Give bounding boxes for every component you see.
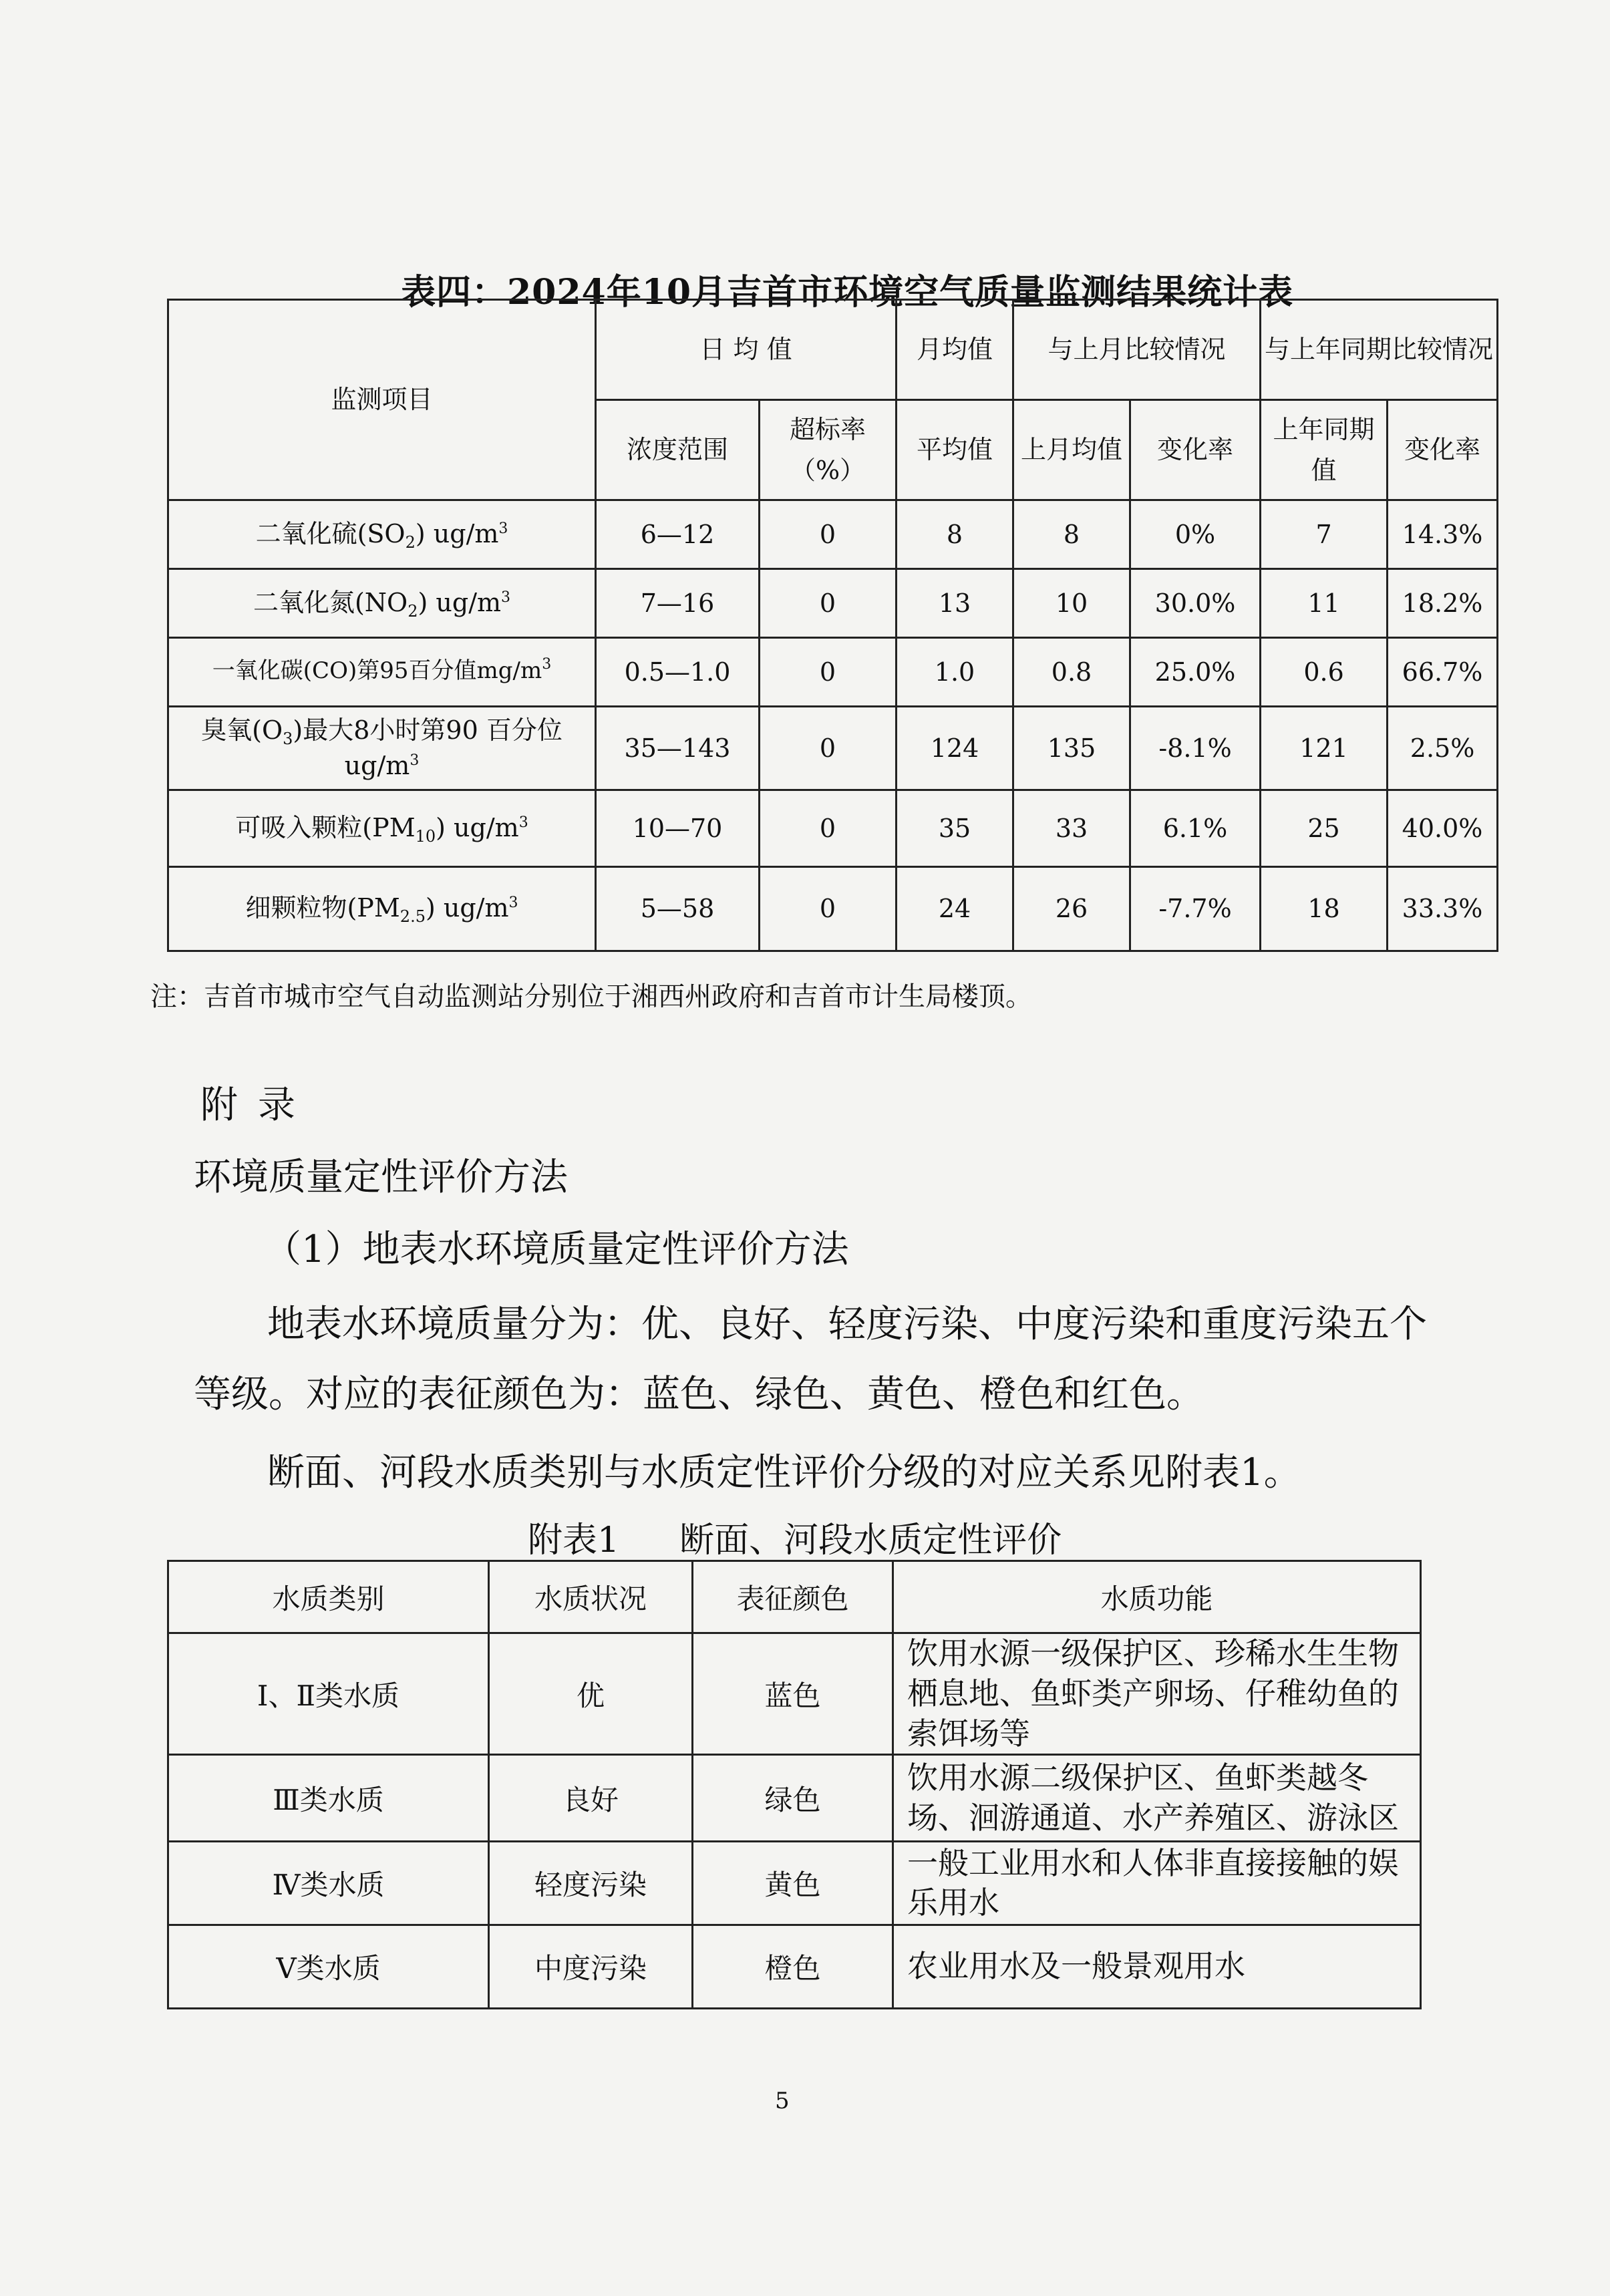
cell-color: 橙色 [693, 1925, 893, 2009]
cell-last-month: 10 [1013, 569, 1130, 638]
cell-function: 饮用水源一级保护区、珍稀水生生物栖息地、鱼虾类产卵场、仔稚幼鱼的索饵场等 [893, 1633, 1421, 1755]
table4-title: 表四：2024年10月吉首市环境空气质量监测结果统计表 [401, 272, 1294, 313]
appendix-table-label: 附表1 [528, 1520, 620, 1561]
header-last-month-avg: 上月均值 [1013, 400, 1130, 500]
table-row [168, 1925, 1421, 2009]
header-color: 表征颜色 [693, 1561, 893, 1633]
water-quality-table [167, 1560, 1422, 2009]
cell-color: 蓝色 [693, 1633, 893, 1755]
cell-exceed: 0 [760, 790, 897, 867]
cell-range: 0.5—1.0 [596, 638, 760, 707]
appendix-heading: 环境质量定性评价方法 [194, 1156, 568, 1199]
cell-status: 轻度污染 [489, 1842, 693, 1925]
cell-change2: 2.5% [1388, 707, 1498, 790]
cell-change2: 18.2% [1388, 569, 1498, 638]
cell-exceed: 0 [760, 638, 897, 707]
header-avg: 平均值 [897, 400, 1013, 500]
pollutant-name: 二氧化氮$(NO_2)$ $ug/m^3$ [168, 569, 596, 638]
cell-avg: 35 [897, 790, 1013, 867]
cell-avg: 24 [897, 867, 1013, 951]
cell-change2: 66.7% [1388, 638, 1498, 707]
appendix-paragraph-2: 断面、河段水质类别与水质定性评价分级的对应关系见附表1。 [267, 1451, 1301, 1494]
cell-last-year: 18 [1261, 867, 1388, 951]
cell-change2: 33.3% [1388, 867, 1498, 951]
cell-function: 一般工业用水和人体非直接接触的娱乐用水 [893, 1842, 1421, 1925]
cell-avg: 124 [897, 707, 1013, 790]
header-range: 浓度范围 [596, 400, 760, 500]
cell-range: 7—16 [596, 569, 760, 638]
table-row [168, 1842, 1421, 1925]
cell-change2: 40.0% [1388, 790, 1498, 867]
cell-exceed: 0 [760, 500, 897, 569]
cell-change1: -7.7% [1130, 867, 1261, 951]
cell-avg: 13 [897, 569, 1013, 638]
table-row [168, 1755, 1421, 1842]
cell-range: 5—58 [596, 867, 760, 951]
pollutant-name: 臭氧$(O_3)$最大8小时第90 百分位 $ug/m^3$ [168, 707, 596, 790]
cell-function: 饮用水源二级保护区、鱼虾类越冬场、洄游通道、水产养殖区、游泳区 [893, 1755, 1421, 1842]
cell-last-month: 0.8 [1013, 638, 1130, 707]
table-row [168, 569, 1498, 638]
cell-category: Ⅳ类水质 [168, 1842, 489, 1925]
header-item: 监测项目 [168, 300, 596, 500]
header-category: 水质类别 [168, 1561, 489, 1633]
cell-avg: 1.0 [897, 638, 1013, 707]
cell-exceed: 0 [760, 867, 897, 951]
appendix-subheading: （1）地表水环境质量定性评价方法 [264, 1228, 849, 1271]
appendix-title: 附录 [200, 1084, 315, 1127]
table-row [168, 707, 1498, 790]
cell-range: 35—143 [596, 707, 760, 790]
cell-function: 农业用水及一般景观用水 [893, 1925, 1421, 2009]
cell-last-year: 25 [1261, 790, 1388, 867]
appendix-table-title [528, 1512, 1122, 1562]
table-row [168, 790, 1498, 867]
pollutant-name: 二氧化硫$(SO_2)$ $ug/m^3$ [168, 500, 596, 569]
cell-last-year: 0.6 [1261, 638, 1388, 707]
cell-range: 6—12 [596, 500, 760, 569]
cell-status: 良好 [489, 1755, 693, 1842]
cell-color: 绿色 [693, 1755, 893, 1842]
appendix-paragraph: 地表水环境质量分为：优、良好、轻度污染、中度污染和重度污染五个等级。对应的表征颜色为：蓝色、绿色、黄色、橙色和红色。 [194, 1303, 1427, 1416]
cell-status: 优 [489, 1633, 693, 1755]
cell-category: Ⅴ类水质 [168, 1925, 489, 2009]
cell-status: 中度污染 [489, 1925, 693, 2009]
cell-change2: 14.3% [1388, 500, 1498, 569]
cell-change1: 25.0% [1130, 638, 1261, 707]
cell-change1: -8.1% [1130, 707, 1261, 790]
table4-note: 注：吉首市城市空气自动监测站分别位于湘西州政府和吉首市计生局楼顶。 [150, 981, 1032, 1012]
header-change-rate-2: 变化率 [1388, 400, 1498, 500]
header-change-rate-1: 变化率 [1130, 400, 1261, 500]
pollutant-name: 可吸入颗粒$(PM_{10})$ $ug/m^3$ [168, 790, 596, 867]
header-exceed-rate: 超标率（%） [760, 400, 897, 500]
cell-change1: 6.1% [1130, 790, 1261, 867]
table-row [168, 1633, 1421, 1755]
header-status: 水质状况 [489, 1561, 693, 1633]
page-number: 5 [775, 2088, 790, 2114]
cell-last-month: 8 [1013, 500, 1130, 569]
cell-last-month: 26 [1013, 867, 1130, 951]
header-monthly: 月均值 [897, 300, 1013, 400]
cell-last-month: 33 [1013, 790, 1130, 867]
header-function: 水质功能 [893, 1561, 1421, 1633]
cell-exceed: 0 [760, 707, 897, 790]
header-daily: 日 均 值 [596, 300, 897, 400]
cell-color: 黄色 [693, 1842, 893, 1925]
table-row [168, 638, 1498, 707]
cell-category: Ⅰ、Ⅱ类水质 [168, 1633, 489, 1755]
cell-change1: 30.0% [1130, 569, 1261, 638]
pollutant-name: 一氧化碳(CO)第95百分值$mg/m^3$ [168, 638, 596, 707]
cell-category: Ⅲ类水质 [168, 1755, 489, 1842]
cell-range: 10—70 [596, 790, 760, 867]
cell-last-year: 11 [1261, 569, 1388, 638]
header-last-year-value: 上年同期值 [1261, 400, 1388, 500]
cell-last-month: 135 [1013, 707, 1130, 790]
header-vs-last-month: 与上月比较情况 [1013, 300, 1261, 400]
air-quality-table [167, 299, 1498, 952]
pollutant-name: 细颗粒物$(PM_{2.5})$ $ug/m^3$ [168, 867, 596, 951]
appendix-table-caption: 断面、河段水质定性评价 [679, 1520, 1062, 1561]
table-row [168, 500, 1498, 569]
cell-last-year: 7 [1261, 500, 1388, 569]
table-row [168, 867, 1498, 951]
cell-last-year: 121 [1261, 707, 1388, 790]
header-vs-last-year: 与上年同期比较情况 [1261, 300, 1498, 400]
cell-exceed: 0 [760, 569, 897, 638]
cell-change1: 0% [1130, 500, 1261, 569]
cell-avg: 8 [897, 500, 1013, 569]
